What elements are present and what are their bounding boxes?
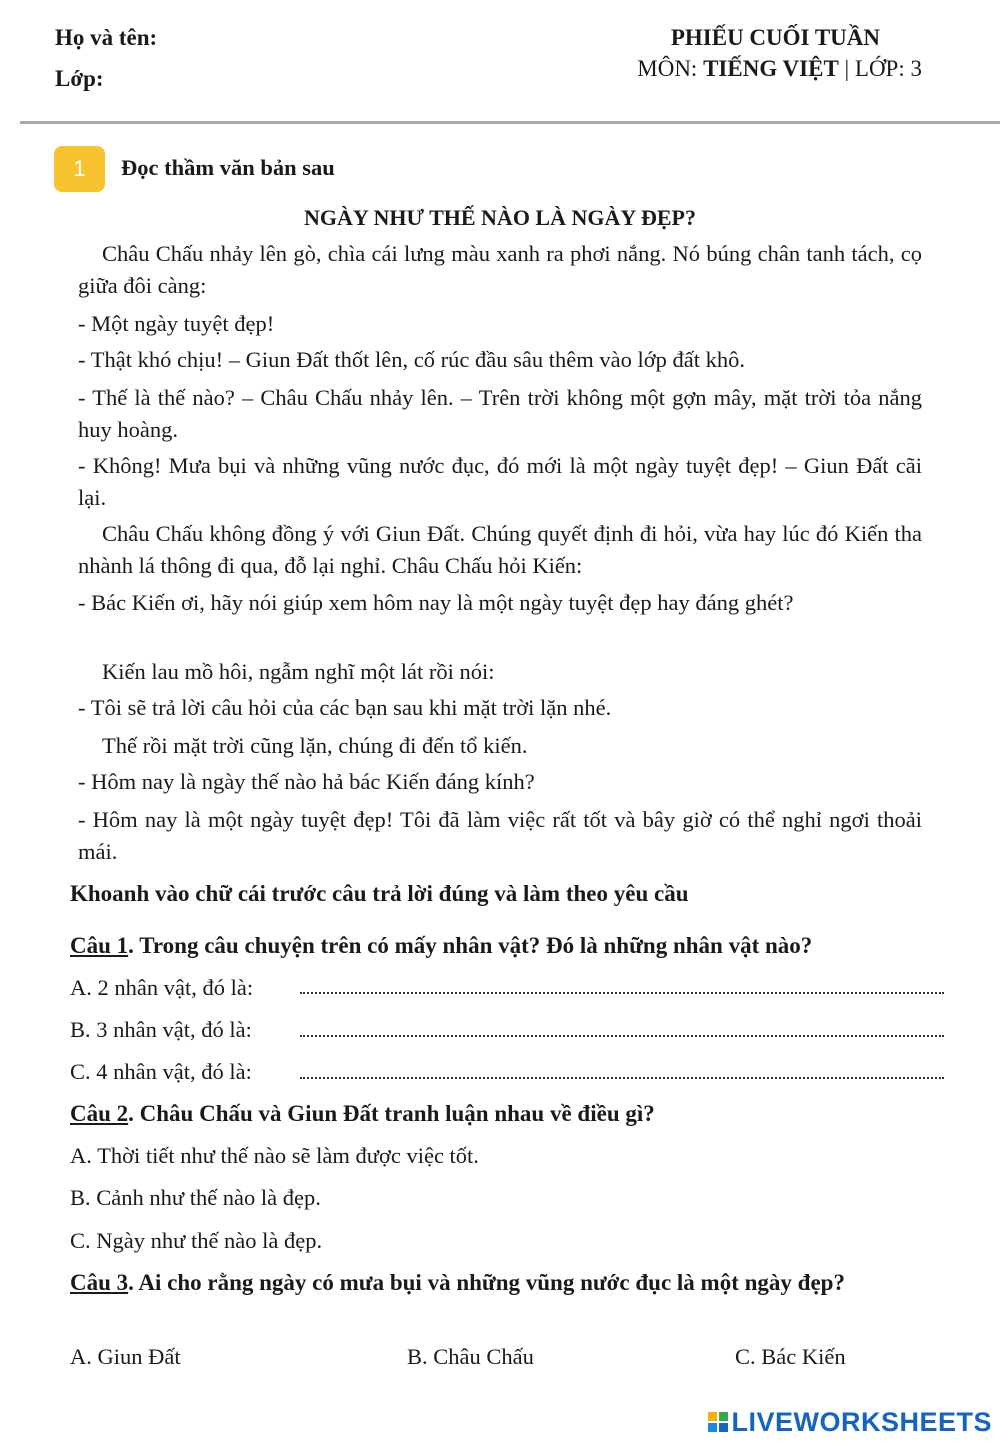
question-3-option-a[interactable]: A. Giun Đất bbox=[70, 1344, 181, 1369]
subject-line bbox=[637, 56, 922, 82]
answer-line-b[interactable] bbox=[300, 1035, 944, 1037]
story-paragraph-6: Châu Chấu không đồng ý với Giun Đất. Chúng quyết định đi hỏi, vừa hay lúc đó Kiến tha nhành lá thông đi qua, đỗ lại nghỉ. Châu Chấu hỏi Kiến: bbox=[78, 521, 922, 578]
question-2-option-b[interactable]: B. Cảnh như thế nào là đẹp. bbox=[70, 1185, 321, 1210]
subject-prefix: MÔN: bbox=[637, 56, 704, 81]
question-1-option-a: A. 2 nhân vật, đó là: bbox=[70, 975, 254, 1000]
question-3-option-c[interactable]: C. Bác Kiến bbox=[735, 1344, 846, 1369]
story-paragraph-12: - Hôm nay là một ngày tuyệt đẹp! Tôi đã làm việc rất tốt và bây giờ có thể nghỉ ngơi thoải mái. bbox=[78, 807, 922, 864]
liveworksheets-brand bbox=[707, 1407, 992, 1438]
question-3-text: . Ai cho rằng ngày có mưa bụi và những vũng nước đục là một ngày đẹp? bbox=[128, 1270, 845, 1295]
section-number-badge: 1 bbox=[54, 146, 105, 192]
name-label: Họ và tên: bbox=[55, 25, 158, 50]
question-3-label: Câu 3 bbox=[70, 1270, 129, 1295]
story-paragraph-4: - Thế là thế nào? – Châu Chấu nhảy lên. – Trên trời không một gợn mây, mặt trời tỏa nắng huy hoàng. bbox=[78, 385, 922, 442]
brand-text: LIVEWORKSHEETS bbox=[731, 1407, 992, 1437]
question-1 bbox=[70, 930, 950, 962]
grade-label: | LỚP: 3 bbox=[838, 56, 922, 81]
section-instruction: Đọc thầm văn bản sau bbox=[121, 155, 335, 180]
class-label: Lớp: bbox=[55, 66, 104, 91]
question-2 bbox=[70, 1098, 950, 1130]
question-1-option-b: B. 3 nhân vật, đó là: bbox=[70, 1017, 252, 1042]
story-title: NGÀY NHƯ THẾ NÀO LÀ NGÀY ĐẸP? bbox=[304, 205, 696, 230]
story-paragraph-10: Thế rồi mặt trời cũng lặn, chúng đi đến tổ kiến. bbox=[102, 733, 528, 758]
question-1-text: . Trong câu chuyện trên có mấy nhân vật? Đó là những nhân vật nào? bbox=[128, 933, 813, 958]
story-paragraph-11: - Hôm nay là ngày thế nào hả bác Kiến đáng kính? bbox=[78, 769, 535, 794]
answer-line-c[interactable] bbox=[300, 1077, 944, 1079]
header-divider bbox=[20, 121, 1000, 124]
question-1-option-c: C. 4 nhân vật, đó là: bbox=[70, 1059, 252, 1084]
question-3 bbox=[70, 1267, 930, 1299]
answer-line-a[interactable] bbox=[300, 992, 944, 994]
exercise-instruction: Khoanh vào chữ cái trước câu trả lời đúng và làm theo yêu cầu bbox=[70, 881, 689, 906]
question-2-label: Câu 2 bbox=[70, 1101, 129, 1126]
story-paragraph-1: Châu Chấu nhảy lên gò, chìa cái lưng màu xanh ra phơi nắng. Nó búng chân tanh tách, cọ giữa đôi càng: bbox=[78, 241, 922, 298]
story-paragraph-9: - Tôi sẽ trả lời câu hỏi của các bạn sau khi mặt trời lặn nhé. bbox=[78, 695, 612, 720]
story-paragraph-7: - Bác Kiến ơi, hãy nói giúp xem hôm nay là một ngày tuyệt đẹp hay đáng ghét? bbox=[78, 590, 794, 615]
liveworksheets-logo-icon bbox=[707, 1411, 729, 1433]
question-1-label: Câu 1 bbox=[70, 933, 129, 958]
story-paragraph-8: Kiến lau mồ hôi, ngẫm nghĩ một lát rồi nói: bbox=[102, 659, 495, 684]
sheet-title: PHIẾU CUỐI TUẦN bbox=[670, 25, 880, 50]
subject-name: TIẾNG VIỆT bbox=[703, 56, 839, 81]
question-2-text: . Châu Chấu và Giun Đất tranh luận nhau về điều gì? bbox=[128, 1101, 655, 1126]
question-3-option-b[interactable]: B. Châu Chấu bbox=[407, 1344, 534, 1369]
story-paragraph-2: - Một ngày tuyệt đẹp! bbox=[78, 311, 275, 336]
story-paragraph-3: - Thật khó chịu! – Giun Đất thốt lên, cố rúc đầu sâu thêm vào lớp đất khô. bbox=[78, 347, 745, 372]
story-paragraph-5: - Không! Mưa bụi và những vũng nước đục, đó mới là một ngày tuyệt đẹp! – Giun Đất cãi lại. bbox=[78, 453, 922, 510]
question-2-option-a[interactable]: A. Thời tiết như thế nào sẽ làm được việc tốt. bbox=[70, 1143, 479, 1168]
question-2-option-c[interactable]: C. Ngày như thế nào là đẹp. bbox=[70, 1228, 323, 1253]
